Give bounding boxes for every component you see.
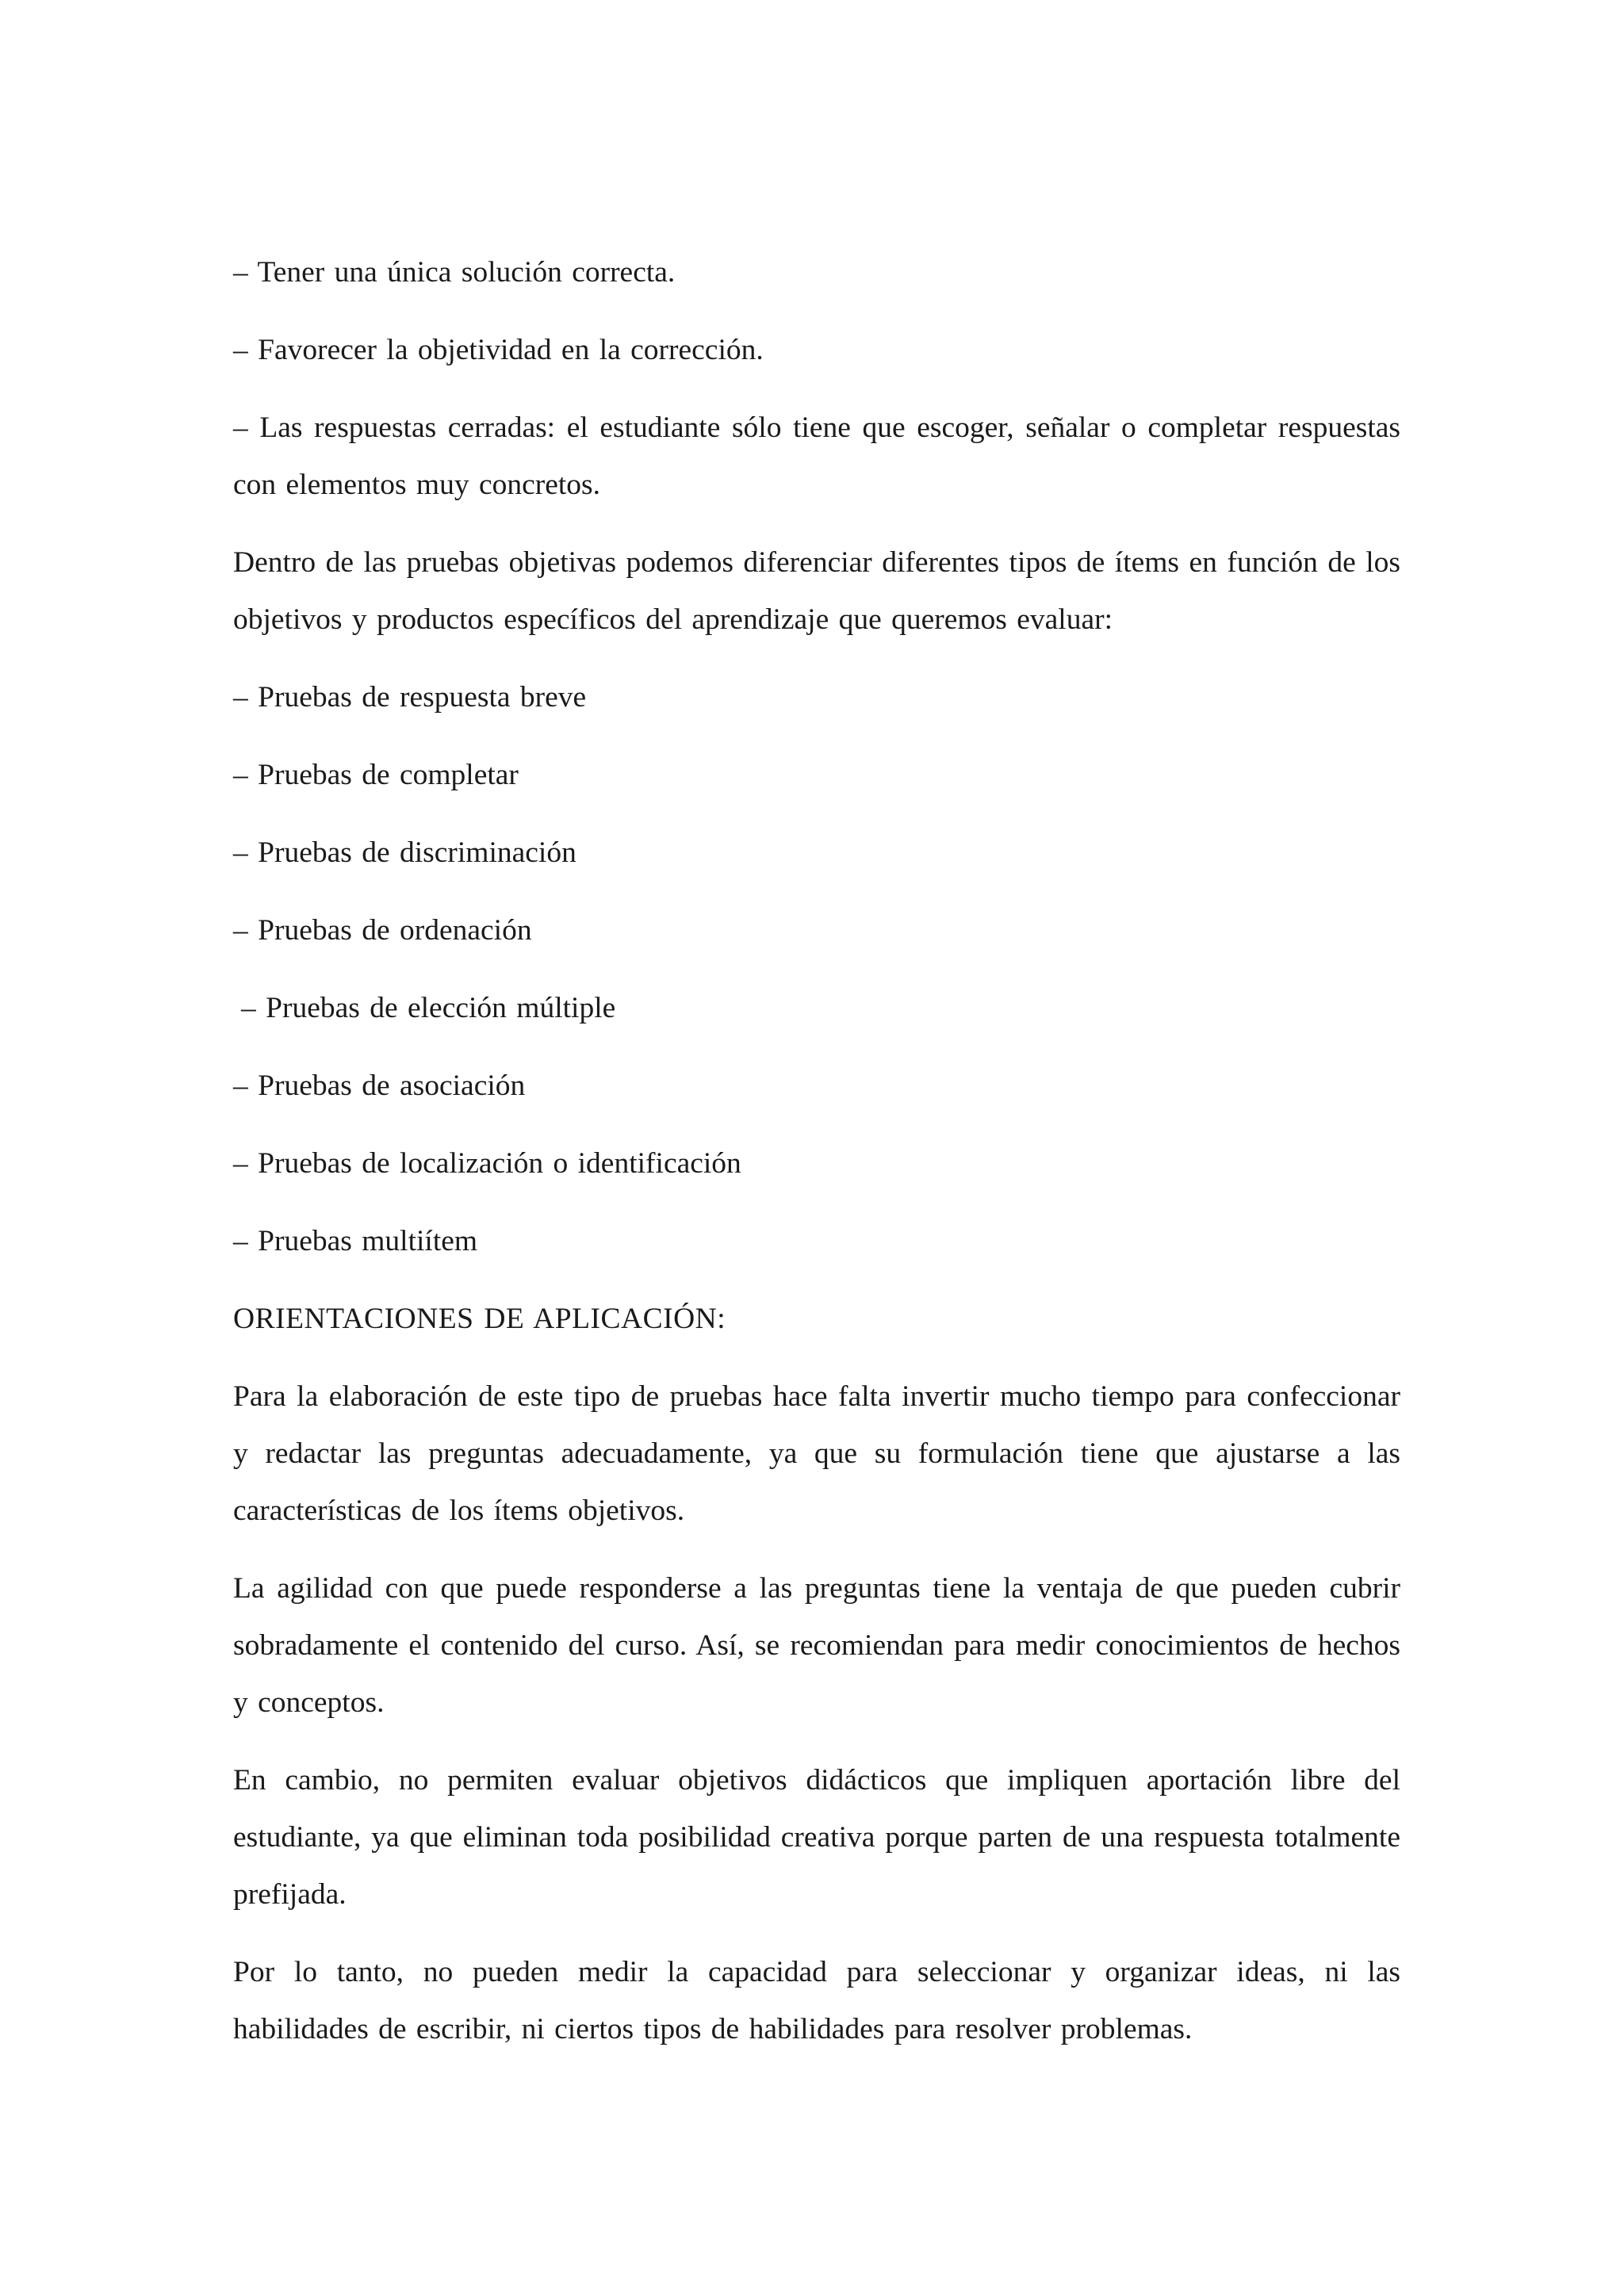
list-item-ordering: – Pruebas de ordenación <box>233 914 532 947</box>
list-item-association: – Pruebas de asociación <box>233 1070 526 1102</box>
list-item-discrimination: – Pruebas de discriminación <box>233 836 576 869</box>
list-item-multiple-choice: – Pruebas de elección múltiple <box>241 992 616 1024</box>
list-item-closed-answers: – Las respuestas cerradas: el estudiante sólo tiene que escoger, señalar o completar respuestas con elementos muy concretos. <box>233 411 1400 501</box>
paragraph-elaboration: Para la elaboración de este tipo de pruebas hace falta invertir mucho tiempo para confeccionar y redactar las preguntas adecuadamente, ya que su formulación tiene que ajustarse a las características de los ítems objetivos. <box>233 1380 1400 1527</box>
list-item-unique-solution: – Tener una única solución correcta. <box>233 256 676 289</box>
section-heading: ORIENTACIONES DE APLICACIÓN: <box>233 1303 726 1335</box>
paragraph-limitations: En cambio, no permiten evaluar objetivos didácticos que impliquen aportación libre del estudiante, ya que eliminan toda posibilidad creativa porque parten de una respuesta totalmente prefijada. <box>233 1764 1400 1911</box>
list-item-completion: – Pruebas de completar <box>233 759 519 791</box>
document-body <box>233 244 1400 2058</box>
list-item-objectivity: – Favorecer la objetividad en la corrección. <box>233 334 764 366</box>
paragraph-agility: La agilidad con que puede responderse a las preguntas tiene la ventaja de que pueden cubrir sobradamente el contenido del curso. Así, se recomiendan para medir conocimientos de hechos y conceptos. <box>233 1572 1400 1719</box>
paragraph-conclusion: Por lo tanto, no pueden medir la capacidad para seleccionar y organizar ideas, ni las habilidades de escribir, ni ciertos tipos de habilidades para resolver problemas. <box>233 1956 1400 2045</box>
list-item-short-answer: – Pruebas de respuesta breve <box>233 681 587 714</box>
list-item-multiitem: – Pruebas multiítem <box>233 1225 478 1257</box>
paragraph-item-types-intro: Dentro de las pruebas objetivas podemos diferenciar diferentes tipos de ítems en función de los objetivos y productos específicos del aprendizaje que queremos evaluar: <box>233 546 1400 636</box>
list-item-localization: – Pruebas de localización o identificación <box>233 1147 741 1180</box>
